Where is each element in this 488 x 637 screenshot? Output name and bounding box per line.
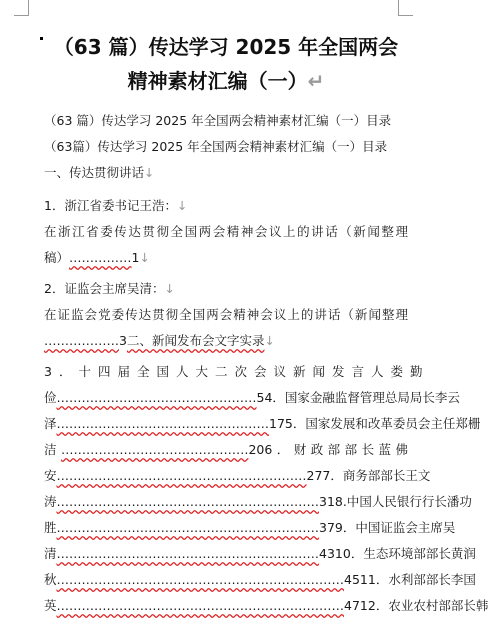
toc-line-tail: 4511．水利部部长李国 xyxy=(344,572,476,587)
toc-line-tail: 175．国家发展和改革委员会主任郑栅 xyxy=(269,416,481,431)
toc-leader-dots: ……………………………………………………… xyxy=(56,494,320,509)
toc-page-number: 1 xyxy=(131,250,140,265)
toc-entry-text: 稿） xyxy=(44,250,70,265)
toc-line[interactable] xyxy=(44,385,460,411)
toc-line-text: 清 xyxy=(44,546,57,561)
toc-heading-1 xyxy=(44,193,408,219)
toc-line[interactable] xyxy=(44,515,456,541)
toc-heading-2 xyxy=(44,276,408,302)
line-break-mark: ↓ xyxy=(144,165,155,180)
line-break-mark: ↓ xyxy=(176,198,188,213)
crop-mark-top-left xyxy=(28,0,29,16)
document-page xyxy=(44,0,488,613)
toc-entry-1-line1 xyxy=(44,219,408,245)
toc-leader-dots: …………… xyxy=(69,250,132,265)
toc-line[interactable] xyxy=(44,411,481,437)
toc-entry-text: 在证监会党委传达贯彻全国两会精神会议上的讲话（新闻整理 xyxy=(44,307,408,322)
toc-line-tail: 318.中国人民银行行长潘功 xyxy=(319,494,472,509)
toc-line-tail: 277．商务部部长王文 xyxy=(306,468,431,483)
toc-leader-dots: …………………………………………………………… xyxy=(56,572,345,587)
toc-line[interactable] xyxy=(44,567,476,593)
toc-line-text: 泽 xyxy=(44,416,57,431)
toc-entry-1-line2[interactable] xyxy=(44,245,408,271)
line-break-mark: ↓ xyxy=(164,281,175,296)
toc-line-text: 洁 xyxy=(44,442,61,457)
toc-line[interactable] xyxy=(44,541,476,567)
toc-line[interactable] xyxy=(44,463,431,489)
toc-line[interactable] xyxy=(44,593,488,619)
toc-line[interactable] xyxy=(44,489,472,515)
title-text: （63 篇）传达学习 2025 年全国两会精神素材汇编（一） xyxy=(53,35,399,93)
toc-line-text: 英 xyxy=(44,598,57,613)
toc-heading-text: 1．浙江省委书记王浩： xyxy=(44,198,177,213)
intro-text: （63 篇）传达学习 2025 年全国两会精神素材汇编（一）目录（63篇）传达学习 2025 年全国两会精神素材汇编（一）目录一、传达贯彻讲话 xyxy=(44,113,392,180)
toc-leader-dots: …………………………………………………………… xyxy=(56,598,345,613)
toc-leader-dots: ………………………………………… xyxy=(56,390,257,405)
toc-leader-dots: ……………………………………………………… xyxy=(56,546,320,561)
toc-line[interactable] xyxy=(44,359,430,385)
document-title xyxy=(44,0,408,98)
toc-section-title: 二、新闻发布会文字实录 xyxy=(126,333,265,348)
toc-page-number: 3 xyxy=(119,333,127,348)
toc-line-tail: 54．国家金融监督管理总局局长李云 xyxy=(256,390,460,405)
toc-heading-text: 2．证监会主席吴清： xyxy=(44,281,165,296)
toc-line-tail: 4310．生态环境部部长黄润 xyxy=(319,546,476,561)
crop-mark-top-left xyxy=(14,15,29,16)
return-mark: ↵ xyxy=(307,69,325,93)
toc-leader-dots: …………………………………………………… xyxy=(56,468,307,483)
toc-entry-2-line1 xyxy=(44,302,408,328)
toc-leader-dots: ……………… xyxy=(44,333,119,348)
toc-line-text: 3．十四届全国人大二次会议新闻发言人娄勤 xyxy=(44,364,430,379)
toc-line-tail: 379．中国证监会主席吴 xyxy=(319,520,456,535)
paragraph-bullet xyxy=(40,37,43,40)
toc-leader-dots: …………………………………………… xyxy=(56,416,270,431)
toc-line-text: 秋 xyxy=(44,572,57,587)
toc-line-tail: 206．财政部部长蓝佛 xyxy=(248,442,408,457)
toc-entry-2-line2[interactable] xyxy=(44,328,408,354)
toc-leader-dots: ……………………………………………………… xyxy=(56,520,320,535)
toc-line-text: 胜 xyxy=(44,520,57,535)
toc-entry-text: 在浙江省委传达贯彻全国两会精神会议上的讲话（新闻整理 xyxy=(44,224,408,239)
toc-line-text: 涛 xyxy=(44,494,57,509)
line-break-mark: ↓ xyxy=(139,250,150,265)
toc-line-tail: 4712．农业农村部部长韩 xyxy=(344,598,488,613)
toc-line-text: 安 xyxy=(44,468,57,483)
toc-leader-dots: ……………………………………… xyxy=(60,442,249,457)
line-break-mark: ↓ xyxy=(264,333,275,348)
intro-paragraph xyxy=(44,108,408,186)
toc-line[interactable] xyxy=(44,437,408,463)
toc-line-text: 俭 xyxy=(44,390,57,405)
